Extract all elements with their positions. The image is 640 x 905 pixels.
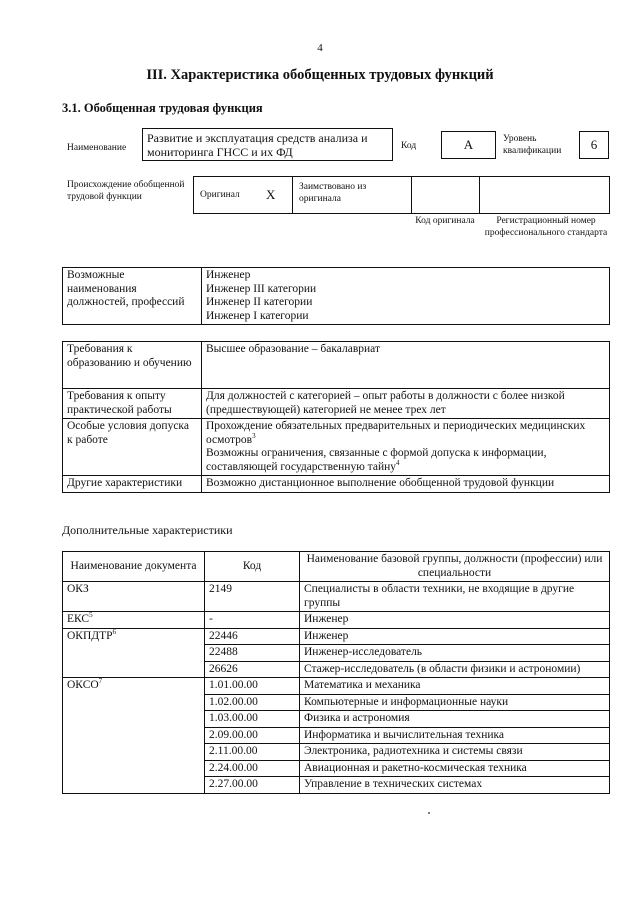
req-admission-line: Возможны ограничения, связанные с формой допуска к информации, составляющей государственную тайну$^4$ <box>206 447 547 473</box>
group-name-cell: Электроника, радиотехника и системы связи <box>300 744 610 761</box>
group-name-cell: Математика и механика <box>300 678 610 695</box>
table-row <box>63 612 610 629</box>
reg-number-cell <box>479 176 610 214</box>
table-row <box>63 628 610 645</box>
doc-cell: ОКПДТР$^6$ <box>63 628 205 678</box>
name-label: Наименование <box>67 143 127 153</box>
origin-label: Происхождение обобщенной трудовой функции <box>67 180 185 202</box>
group-name-cell: Специалисты в области техники, не входящие в другие группы <box>300 582 610 612</box>
code-cell: 2.24.00.00 <box>205 760 300 777</box>
function-name-value: Развитие и эксплуатация средств анализа и мониторинга ГНСС и их ФД <box>142 128 393 161</box>
positions-table <box>62 267 610 325</box>
req-label-education: Требования к образованию и обучению <box>63 342 202 389</box>
req-label-other: Другие характеристики <box>63 476 202 493</box>
header-code: Код <box>205 552 300 582</box>
group-name-cell: Авиационная и ракетно-космическая техника <box>300 760 610 777</box>
code-cell: 1.02.00.00 <box>205 694 300 711</box>
code-cell: 2149 <box>205 582 300 612</box>
reg-number-caption: Регистрационный номер профессионального стандарта <box>484 216 608 238</box>
code-cell: 2.27.00.00 <box>205 777 300 794</box>
section-title: III. Характеристика обобщенных трудовых функций <box>146 67 494 83</box>
table-row <box>63 582 610 612</box>
code-label: Код <box>401 141 417 151</box>
footnote-mark: 3 <box>252 431 256 440</box>
req-value-other: Возможно дистанционное выполнение обобщенной трудовой функции <box>202 476 610 493</box>
code-cell: 22446 <box>205 628 300 645</box>
function-code-value: А <box>441 131 496 159</box>
position-item: Инженер III категории <box>206 282 317 295</box>
code-cell: 22488 <box>205 645 300 662</box>
group-name-cell: Физика и астрономия <box>300 711 610 728</box>
req-value-education: Высшее образование – бакалавриат <box>202 342 610 389</box>
position-item: Инженер II категории <box>206 296 313 308</box>
header-name: Наименование базовой группы, должности (профессии) или специальности <box>300 552 610 582</box>
req-label-experience: Требования к опыту практической работы <box>63 389 202 419</box>
additional-table <box>62 551 610 794</box>
code-cell: 26626 <box>205 661 300 678</box>
original-cell <box>193 176 293 214</box>
borrowed-cell: Заимствовано из оригинала <box>292 176 412 214</box>
level-value: 6 <box>579 131 609 159</box>
doc-cell: ОКЗ <box>63 582 205 612</box>
group-name-cell: Инженер-исследователь <box>300 645 610 662</box>
group-name-cell: Компьютерные и информационные науки <box>300 694 610 711</box>
requirements-table <box>62 341 610 493</box>
code-cell: 1.03.00.00 <box>205 711 300 728</box>
footnote-mark: 7 <box>98 677 103 686</box>
group-name-cell: Информатика и вычислительная техника <box>300 727 610 744</box>
footnote-mark: 6 <box>112 627 117 636</box>
group-name-cell: Стажер-исследователь (в области физики и астрономии) <box>300 661 610 678</box>
code-cell: 2.09.00.00 <box>205 727 300 744</box>
speck <box>428 812 430 814</box>
code-cell: - <box>205 612 300 629</box>
original-label: Оригинал <box>200 190 240 200</box>
req-value-experience: Для должностей с категорией – опыт работы в должности с более низкой (предшествующей) категорией не менее трех лет <box>202 389 610 419</box>
subsection-title: 3.1. Обобщенная трудовая функция <box>62 101 263 115</box>
doc-cell: ОКСО$^7$ <box>63 678 205 794</box>
positions-label: Возможные наименования должностей, профессий <box>63 268 202 325</box>
position-item: Инженер I категории <box>206 309 309 322</box>
group-name-cell: Инженер <box>300 628 610 645</box>
req-label-admission: Особые условия допуска к работе <box>63 419 202 476</box>
code-cell: 1.01.00.00 <box>205 678 300 695</box>
code-original-caption: Код оригинала <box>415 216 475 226</box>
group-name-cell: Управление в технических системах <box>300 777 610 794</box>
additional-title: Дополнительные характеристики <box>62 523 233 537</box>
req-admission-line: Прохождение обязательных предварительных и периодических медицинских осмотров$^3$ <box>206 420 586 446</box>
level-label: Уровень квалификации <box>503 134 562 156</box>
group-name-cell: Инженер <box>300 612 610 629</box>
footnote-mark: 5 <box>89 611 93 620</box>
footnote-mark: 4 <box>396 458 400 467</box>
code-original-cell <box>411 176 480 214</box>
page-number: 4 <box>317 42 323 54</box>
original-mark: Х <box>266 187 276 202</box>
table-row <box>63 678 610 695</box>
doc-cell: ЕКС$^5$ <box>63 612 205 629</box>
header-document: Наименование документа <box>63 552 205 582</box>
code-cell: 2.11.00.00 <box>205 744 300 761</box>
position-item: Инженер <box>206 269 251 281</box>
